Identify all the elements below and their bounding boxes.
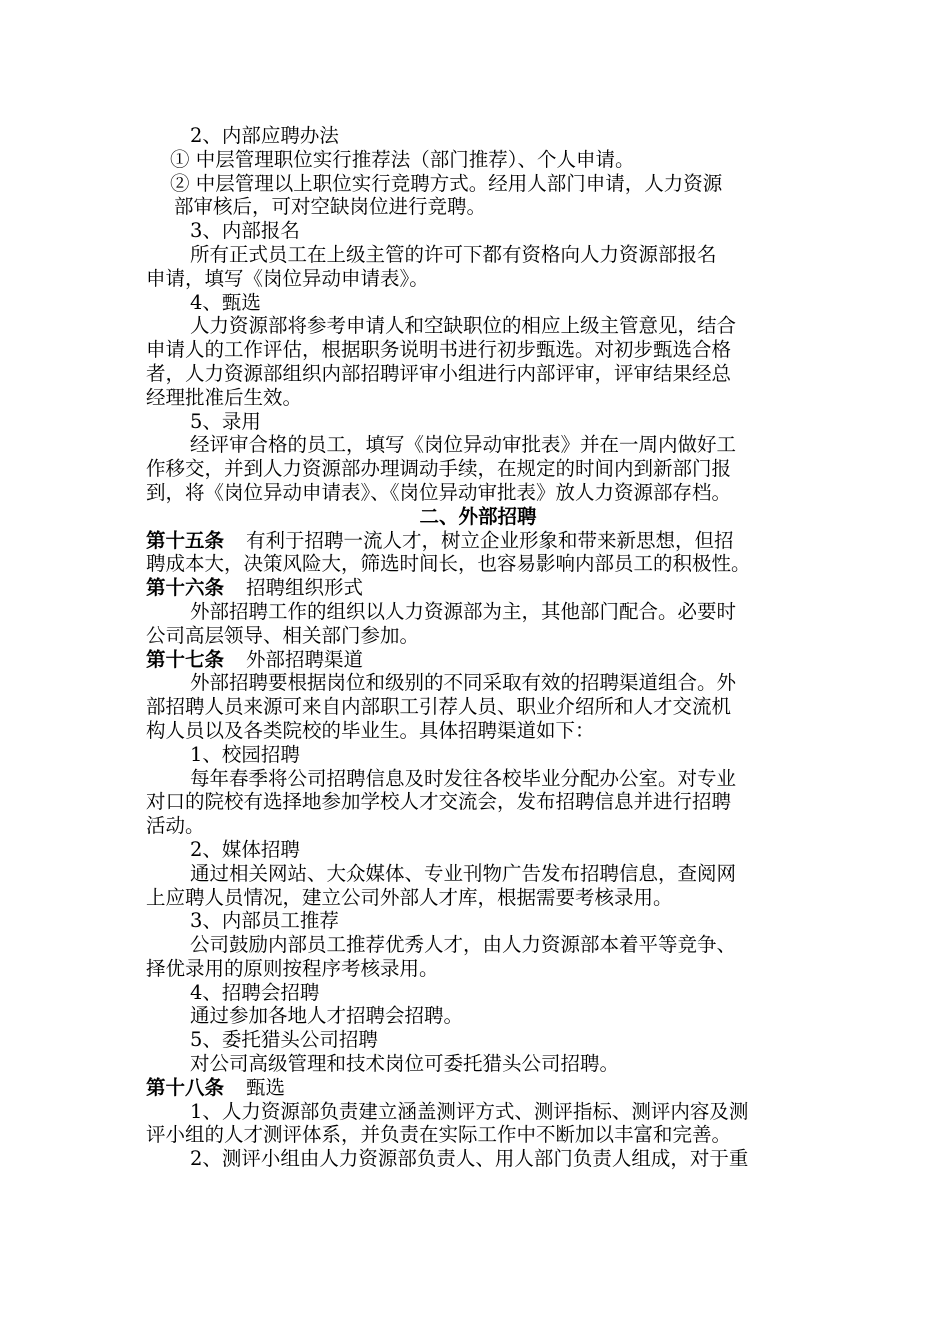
text-line: 外部招聘要根据岗位和级别的不同采取有效的招聘渠道组合。外 bbox=[190, 671, 737, 695]
text-line: 评小组的人才测评体系，并负责在实际工作中不断加以丰富和完善。 bbox=[146, 1123, 732, 1147]
article-text: 甄选 bbox=[246, 1075, 286, 1099]
text-line: 人力资源部将参考申请人和空缺职位的相应上级主管意见，结合 bbox=[190, 314, 737, 338]
text-line: 部招聘人员来源可来自内部职工引荐人员、职业介绍所和人才交流机 bbox=[146, 695, 732, 719]
text-line: 聘成本大，决策风险大，筛选时间长，也容易影响内部员工的积极性。 bbox=[146, 552, 751, 576]
article-text: 有利于招聘一流人才，树立企业形象和带来新思想，但招 bbox=[246, 528, 734, 552]
text-line: 通过相关网站、大众媒体、专业刊物广告发布招聘信息，查阅网 bbox=[190, 861, 737, 885]
article-line bbox=[146, 529, 810, 553]
text-line: 活动。 bbox=[146, 814, 205, 838]
text-line: 1、人力资源部负责建立涵盖测评方式、测评指标、测评内容及测 bbox=[190, 1099, 749, 1123]
text-line: 上应聘人员情况，建立公司外部人才库，根据需要考核录用。 bbox=[146, 885, 673, 909]
article-number: 第十八条 bbox=[146, 1075, 225, 1099]
text-line: 2、媒体招聘 bbox=[190, 837, 300, 861]
text-line: 对口的院校有选择地参加学校人才交流会，发布招聘信息并进行招聘 bbox=[146, 790, 732, 814]
article-number: 第十七条 bbox=[146, 647, 225, 671]
text-line: 构人员以及各类院校的毕业生。具体招聘渠道如下： bbox=[146, 718, 595, 742]
text-line: ② 中层管理以上职位实行竞聘方式。经用人部门申请，人力资源 bbox=[170, 171, 723, 195]
article-line bbox=[146, 1076, 810, 1100]
section-heading: 二、外部招聘 bbox=[419, 504, 537, 528]
text-line: 每年春季将公司招聘信息及时发往各校毕业分配办公室。对专业 bbox=[190, 766, 737, 790]
text-line: 5、录用 bbox=[190, 409, 261, 433]
text-line: 外部招聘工作的组织以人力资源部为主，其他部门配合。必要时 bbox=[190, 599, 737, 623]
article-text: 外部招聘渠道 bbox=[246, 647, 364, 671]
text-line: 4、甄选 bbox=[190, 290, 261, 314]
document-body bbox=[146, 124, 810, 1171]
text-line: 5、委托猎头公司招聘 bbox=[190, 1028, 378, 1052]
text-line: 所有正式员工在上级主管的许可下都有资格向人力资源部报名 bbox=[190, 242, 717, 266]
text-line: 经评审合格的员工，填写《岗位异动审批表》并在一周内做好工 bbox=[190, 433, 737, 457]
text-line: 申请，填写《岗位异动申请表》。 bbox=[146, 266, 429, 290]
article-number: 第十五条 bbox=[146, 528, 225, 552]
text-line: 对公司高级管理和技术岗位可委托猎头公司招聘。 bbox=[190, 1052, 620, 1076]
article-line bbox=[146, 648, 810, 672]
text-line: 2、测评小组由人力资源部负责人、用人部门负责人组成，对于重 bbox=[190, 1147, 749, 1171]
text-line: 择优录用的原则按程序考核录用。 bbox=[146, 956, 439, 980]
article-text: 招聘组织形式 bbox=[246, 576, 364, 600]
text-line: 1、校园招聘 bbox=[190, 742, 300, 766]
text-line: 经理批准后生效。 bbox=[146, 385, 303, 409]
text-line: ① 中层管理职位实行推荐法（部门推荐）、个人申请。 bbox=[170, 147, 635, 171]
text-line: 部审核后，可对空缺岗位进行竞聘。 bbox=[174, 195, 487, 219]
article-line bbox=[146, 576, 810, 600]
text-line: 到，将《岗位异动申请表》、《岗位异动审批表》放人力资源部存档。 bbox=[146, 480, 732, 504]
text-line: 2、内部应聘办法 bbox=[190, 124, 339, 147]
text-line: 3、内部员工推荐 bbox=[190, 909, 339, 933]
article-number: 第十六条 bbox=[146, 576, 225, 600]
text-line: 公司高层领导、相关部门参加。 bbox=[146, 623, 420, 647]
text-line: 4、招聘会招聘 bbox=[190, 980, 320, 1004]
text-line: 者，人力资源部组织内部招聘评审小组进行内部评审，评审结果经总 bbox=[146, 361, 732, 385]
text-line: 申请人的工作评估，根据职务说明书进行初步甄选。对初步甄选合格 bbox=[146, 338, 732, 362]
text-line: 3、内部报名 bbox=[190, 219, 300, 243]
text-line: 通过参加各地人才招聘会招聘。 bbox=[190, 1004, 464, 1028]
text-line: 公司鼓励内部员工推荐优秀人才，由人力资源部本着平等竞争、 bbox=[190, 933, 737, 957]
text-line: 作移交，并到人力资源部办理调动手续，在规定的时间内到新部门报 bbox=[146, 457, 732, 481]
